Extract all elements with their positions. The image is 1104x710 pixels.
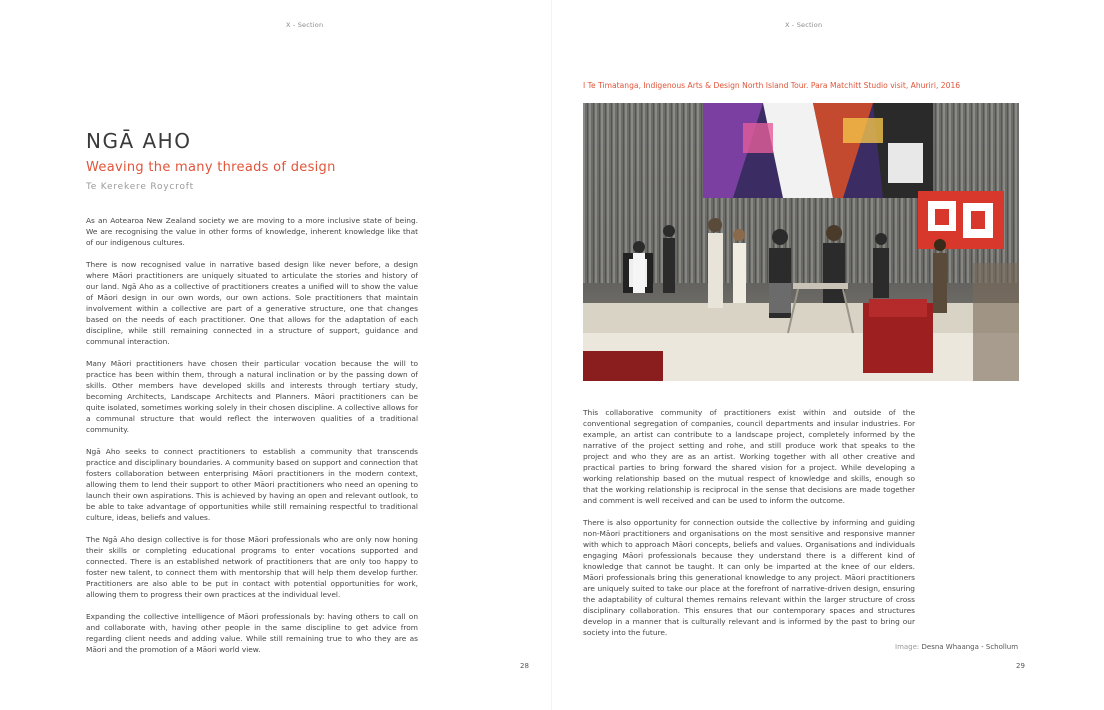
spread-gutter: [551, 0, 552, 710]
section-header-right: X - Section: [785, 21, 823, 29]
credit-name: Desna Whaanga - Schollum: [921, 643, 1019, 651]
image-credit: [895, 643, 1018, 651]
paragraph: The Ngā Aho design collective is for those Māori professionals who are only now honing their skills or completing educational programs to enter vocations supported and connected. There is an established network of practitioners that are only too happy to foster new talent, to connect them with mentorship that will help them develop further. Practitioners are also able to be put in contact with potential opportunities for work, allowing them to progress their own practices at the individual level.: [86, 535, 418, 599]
paragraph: Ngā Aho seeks to connect practitioners to establish a community that transcends practice and disciplinary boundaries. A community based on support and connection that fosters collaboration between enterprising Māori practitioners in the modern context, allowing them to lend their support to other Māori practitioners who need an opening to launch their own aspirations. This is achieved by having an open and relevant outlook, to be able to take advantage of opportunities while still remaining respectful to traditional culture, ideas, beliefs and values.: [86, 447, 418, 522]
studio-photo: [583, 103, 1019, 381]
paragraph: Many Māori practitioners have chosen their particular vocation because the will to practice has been within them, through a natural inclination or by the passing down of skills. Other members have developed skills and interests through tertiary study, becoming Architects, Landscape Architects and Planners. Māori practitioners can be quite isolated, sometimes working solely in their chosen discipline. A collective allows for a communal structure that would reflect the interwoven qualities of a traditional community.: [86, 359, 418, 434]
credit-label: Image:: [895, 643, 920, 651]
right-body-text: [583, 407, 915, 649]
paragraph: As an Aotearoa New Zealand society we are moving to a more inclusive state of being. We are recognising the value in other forms of knowledge, inherent knowledge like that of our indigenous cultures.: [86, 216, 418, 247]
photo-caption: I Te Timatanga, Indigenous Arts & Design North Island Tour. Para Matchitt Studio visit, Ahuriri, 2016: [583, 81, 961, 90]
left-body-text: [86, 215, 418, 666]
page-number-left: 28: [520, 662, 529, 670]
article-title: NGĀ AHO: [86, 129, 192, 153]
paragraph: This collaborative community of practitioners exist within and outside of the conventional segregation of companies, council departments and insular industries. For example, an artist can contribute to a landscape project, completely informed by the narrative of the project setting and rohe, and still produce work that speaks to the project and who they are as an artist. Working together with all other creative and practical parties to bring forward the shared vision for a project. While developing a working relationship based on the mutual respect of knowledge and skills, enough so that the working relationship is reciprocal in the sense that decisions are made together and comment is well received and can be used to inform the outcome.: [583, 408, 915, 505]
paragraph: There is also opportunity for connection outside the collective by informing and guiding non-Māori practitioners and organisations on the most sensitive and responsive manner with which to approach Māori concepts, beliefs and values. Organisations and individuals engaging Māori professionals because they understand there is a different kind of knowledge that cannot be taught. It can only be imparted at the knee of our elders. Māori professionals bring this generational knowledge to any project. Māori practitioners are uniquely suited to take our place at the forefront of narrative-driven design, ensuring the adaptability of cultural themes remains relevant within the larger structure of cross disciplinary collaboration. This ensures that our contemporary spaces and structures develop in a manner that is culturally relevant and is informed by the past to bring our society into the future.: [583, 518, 915, 637]
article-subtitle: Weaving the many threads of design: [86, 160, 336, 175]
paragraph: Expanding the collective intelligence of Māori professionals by: having others to call on and collaborate with, having other people in the same discipline to get advice from regarding client needs and adding value. While still remaining true to who they are as Māori and the promotion of a Māori world view.: [86, 612, 418, 654]
section-header-left: X - Section: [286, 21, 324, 29]
paragraph: There is now recognised value in narrative based design like never before, a design where Māori practitioners are uniquely situated to articulate the stories and history of our land. Ngā Aho as a collective of practitioners creates a unified will to show the value of Māori design in our own words, our own actions. Sole practitioners that maintain involvement within a collective are part of a generative structure, one that changes based on the needs of each practitioner. One that allows for the adaptation of each discipline, while still remaining connected in a structure of support, guidance and communal interaction.: [86, 260, 418, 346]
page-number-right: 29: [1016, 662, 1025, 670]
article-author: Te Kerekere Roycroft: [86, 182, 194, 192]
